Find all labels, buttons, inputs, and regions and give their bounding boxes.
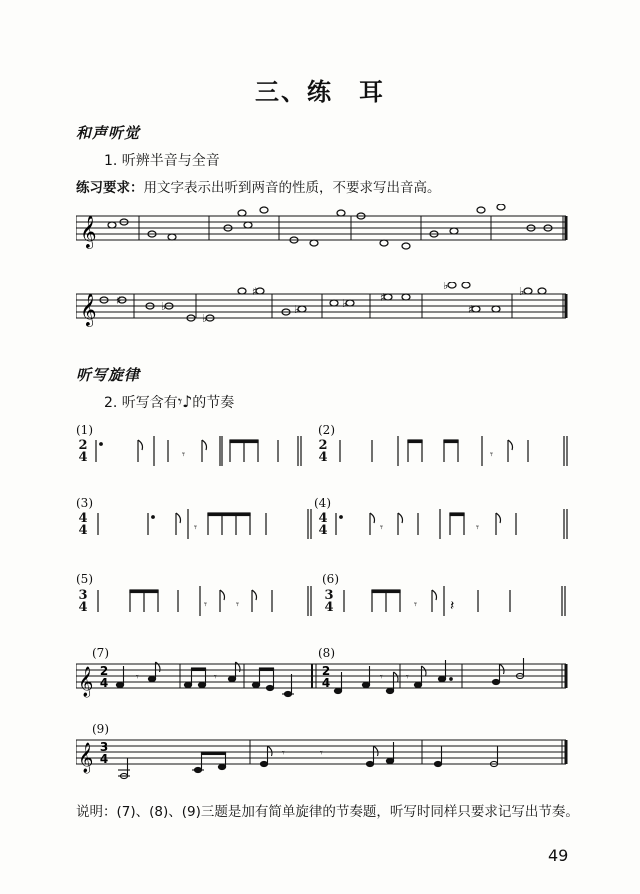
- exercise-label-3: (3): [76, 496, 93, 510]
- melody-time-top-9: 3: [99, 740, 109, 754]
- svg-text:♯: ♯: [468, 303, 474, 316]
- rhythm-line-1: [92, 436, 302, 468]
- svg-text:♭: ♭: [443, 282, 449, 292]
- time-top-6: 3: [324, 588, 334, 603]
- interval-notes-row-2: [100, 282, 546, 321]
- svg-text:𝄾: 𝄾: [320, 748, 323, 759]
- svg-text:𝄾: 𝄾: [182, 448, 185, 461]
- svg-text:𝄾: 𝄾: [214, 672, 217, 683]
- explanation-note: 说明：(7)、(8)、(9)三题是加有简单旋律的节奏题，听写时同样只要求记写出节奏。: [76, 804, 579, 820]
- time-bottom-4: 4: [318, 523, 328, 538]
- page-number: 49: [548, 846, 569, 865]
- rhythm-line-3: [92, 509, 312, 541]
- exercise-2-suffix: 的节奏: [192, 395, 235, 411]
- svg-text:𝄾: 𝄾: [236, 598, 239, 611]
- svg-text:♭: ♭: [519, 285, 525, 298]
- melody-time-bottom-8: 4: [321, 676, 331, 690]
- time-top-5: 3: [78, 588, 88, 603]
- exercise-label-4: (4): [314, 496, 331, 510]
- melody-staff-7-8: [76, 658, 570, 702]
- exercise-label-7: (7): [92, 646, 109, 660]
- time-signature-5: [76, 590, 90, 614]
- rhythm-line-6: [338, 586, 572, 618]
- svg-text:𝄾: 𝄾: [380, 521, 383, 534]
- svg-text:𝄾: 𝄾: [204, 598, 207, 611]
- svg-text:𝄾: 𝄾: [476, 521, 479, 534]
- svg-text:♭: ♭: [342, 297, 348, 310]
- svg-text:𝄽: 𝄽: [450, 598, 455, 614]
- rhythm-line-5: [92, 586, 322, 618]
- exercise-2-heading: [104, 392, 234, 412]
- time-signature-6: [322, 590, 336, 614]
- time-top-1: 2: [78, 438, 88, 453]
- svg-text:♭: ♭: [202, 312, 208, 325]
- exercise-1-heading: 1. 听辨半音与全音: [104, 153, 220, 169]
- section-heading-harmony: 和声听觉: [76, 124, 141, 142]
- svg-text:𝄾: 𝄾: [414, 598, 417, 611]
- time-bottom-1: 4: [78, 450, 88, 465]
- exercise-label-9: (9): [92, 722, 109, 736]
- time-signature-1: [76, 440, 90, 464]
- melody-time-top-7: 2: [99, 664, 109, 678]
- interval-notes-row-1: [108, 204, 552, 249]
- melody-staff-9: [76, 734, 570, 784]
- rhythm-line-4: [306, 509, 572, 541]
- svg-text:𝄾: 𝄾: [380, 672, 383, 683]
- svg-text:𝄞: 𝄞: [78, 743, 94, 773]
- interval-staff-1: [76, 204, 570, 256]
- svg-text:𝄾: 𝄾: [282, 748, 285, 759]
- svg-text:♯: ♯: [252, 285, 258, 298]
- rhythm-line-2: [332, 436, 572, 468]
- svg-text:𝄾: 𝄾: [490, 448, 493, 461]
- svg-text:𝄾: 𝄾: [194, 521, 197, 534]
- time-bottom-3: 4: [78, 523, 88, 538]
- time-top-2: 2: [318, 438, 328, 453]
- svg-text:𝄾: 𝄾: [136, 672, 139, 683]
- melody-time-bottom-7: 4: [99, 676, 109, 690]
- time-top-4: 4: [318, 511, 328, 526]
- section-heading-melody: 听写旋律: [76, 366, 141, 384]
- treble-clef-icon: 𝄞: [80, 215, 97, 248]
- time-signature-3: [76, 513, 90, 537]
- exercise-label-5: (5): [76, 572, 93, 586]
- melody-time-top-8: 2: [321, 664, 331, 678]
- melody-time-bottom-9: 4: [99, 752, 109, 766]
- exercise-requirement: [76, 176, 441, 196]
- accidentals-icon: [116, 282, 524, 325]
- requirement-label: 练习要求：: [76, 180, 144, 196]
- page-title: 三、练 耳: [255, 78, 385, 106]
- dotted-rhythm-icon: 𝄾♪: [177, 392, 193, 411]
- melody-notes-9: [118, 742, 498, 779]
- time-bottom-5: 4: [78, 600, 88, 615]
- svg-text:𝄾: 𝄾: [406, 672, 409, 683]
- svg-text:𝄞: 𝄞: [78, 667, 94, 697]
- exercise-2-prefix: 2. 听写含有: [104, 395, 178, 411]
- svg-text:♯: ♯: [380, 291, 386, 304]
- time-signature-2: [316, 440, 330, 464]
- treble-clef-icon: 𝄞: [80, 293, 97, 326]
- exercise-label-1: (1): [76, 423, 93, 437]
- requirement-text: 用文字表示出听到两音的性质，不要求写出音高。: [143, 180, 441, 196]
- interval-staff-2: [76, 282, 570, 334]
- time-bottom-6: 4: [324, 600, 334, 615]
- exercise-label-2: (2): [318, 423, 335, 437]
- svg-text:♯: ♯: [116, 294, 122, 307]
- exercise-label-8: (8): [318, 646, 335, 660]
- time-bottom-2: 4: [318, 450, 328, 465]
- svg-text:♭: ♭: [161, 300, 167, 313]
- svg-text:♭: ♭: [294, 303, 300, 316]
- exercise-label-6: (6): [322, 572, 339, 586]
- time-top-3: 4: [78, 511, 88, 526]
